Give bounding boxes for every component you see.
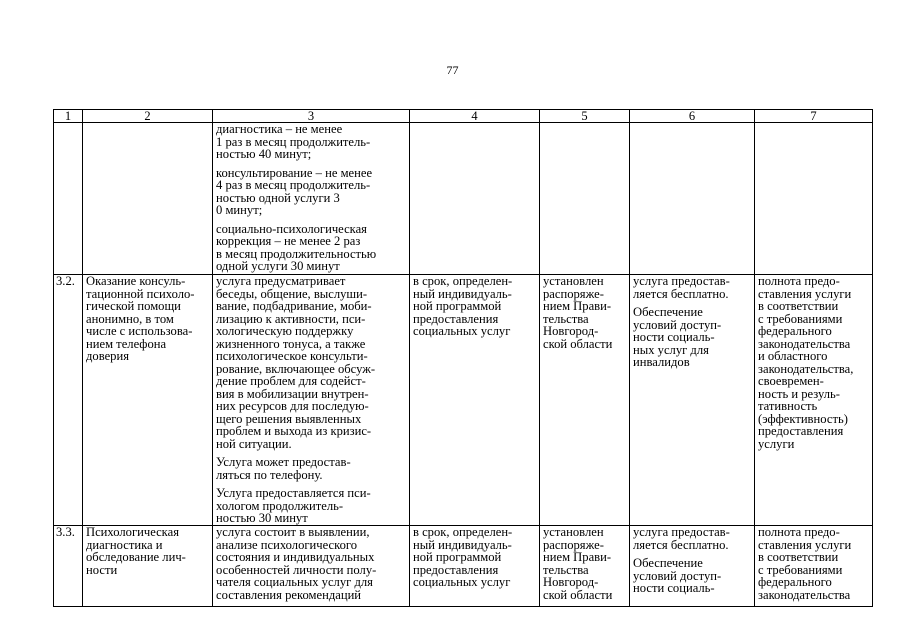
service-conditions-cell [630, 123, 755, 275]
table-row [54, 123, 873, 275]
row-number-cell: 3.3. [54, 526, 83, 607]
tariff-approval-cell: установлен распоряже- нием Прави- тельства Новгород- ской области [540, 275, 630, 526]
service-description-cell [213, 526, 410, 607]
header-row [54, 110, 873, 123]
service-conditions-cell [630, 526, 755, 607]
service-description-cell [213, 275, 410, 526]
row-number-cell [54, 123, 83, 275]
column-header: 5 [540, 110, 630, 123]
service-name-cell [83, 123, 213, 275]
page-number: 77 [446, 63, 459, 77]
service-conditions-cell [630, 275, 755, 526]
conditions-paragraph: услуга предостав- ляется бесплатно. [633, 274, 730, 301]
evaluation-criteria-cell: полнота предо- ставления услуги в соответствии с требованиями федерального законодательства [755, 526, 873, 607]
description-paragraph: Услуга предоставляется пси- хологом продолжитель- ностью 30 минут [216, 486, 371, 525]
evaluation-criteria-cell: полнота предо- ставления услуги в соответствии с требованиями федерального законодательства и областного законодательства, своевремен- ность и резуль- тативность (эффективность) предоставления услуги [755, 275, 873, 526]
service-term-cell: в срок, определен- ный индивидуаль- ной программой предоставления социальных услуг [410, 526, 540, 607]
services-table [53, 109, 873, 607]
service-term-cell: в срок, определен- ный индивидуаль- ной программой предоставления социальных услуг [410, 275, 540, 526]
service-term-cell [410, 123, 540, 275]
service-name-cell: Психологическая диагностика и обследование лич- ности [83, 526, 213, 607]
column-header: 3 [213, 110, 410, 123]
service-description-cell [213, 123, 410, 275]
conditions-paragraph: Обеспечение условий доступ- ности социаль- ных услуг для инвалидов [633, 305, 722, 369]
description-paragraph: Услуга может предостав- ляться по телефону. [216, 455, 351, 482]
tariff-approval-cell: установлен распоряже- нием Прави- тельства Новгород- ской области [540, 526, 630, 607]
description-paragraph: социально-психологическая коррекция – не менее 2 раз в месяц продолжительностью одной услуги 30 минут [216, 221, 377, 273]
conditions-paragraph: Обеспечение условий доступ- ности социаль- [633, 556, 722, 595]
conditions-paragraph: услуга предостав- ляется бесплатно. [633, 525, 730, 552]
description-paragraph: консультирование – не менее 4 раз в месяц продолжитель- ностью одной услуги 3 0 минут; [216, 165, 373, 217]
description-paragraph: услуга предусматривает беседы, общение, выслуши- вание, подбадривание, моби- лизацию к активности, пси- хологическую поддержку жизненного тонуса, а также психологическое консульти- рование, включающее обсуж- дение проблем для содейст- вия в мобилизации внутрен- них ресурсов для последую- щего решения выявленных проблем и выхода из кризис- ной ситуации. [216, 274, 376, 451]
column-header: 1 [54, 110, 83, 123]
row-number-cell: 3.2. [54, 275, 83, 526]
table-row [54, 526, 873, 607]
evaluation-criteria-cell [755, 123, 873, 275]
column-header: 4 [410, 110, 540, 123]
column-header: 2 [83, 110, 213, 123]
description-paragraph: диагностика – не менее 1 раз в месяц продолжитель- ностью 40 минут; [216, 122, 371, 161]
column-header: 7 [755, 110, 873, 123]
table-row [54, 275, 873, 526]
column-header: 6 [630, 110, 755, 123]
service-name-cell: Оказание консуль- тационной психоло- гической помощи анонимно, в том числе с использова- нием телефона доверия [83, 275, 213, 526]
description-paragraph: услуга состоит в выявлении, анализе психологического состояния и индивидуальных особенностей личности полу- чателя социальных услуг для составления рекомендаций [216, 525, 377, 602]
tariff-approval-cell [540, 123, 630, 275]
